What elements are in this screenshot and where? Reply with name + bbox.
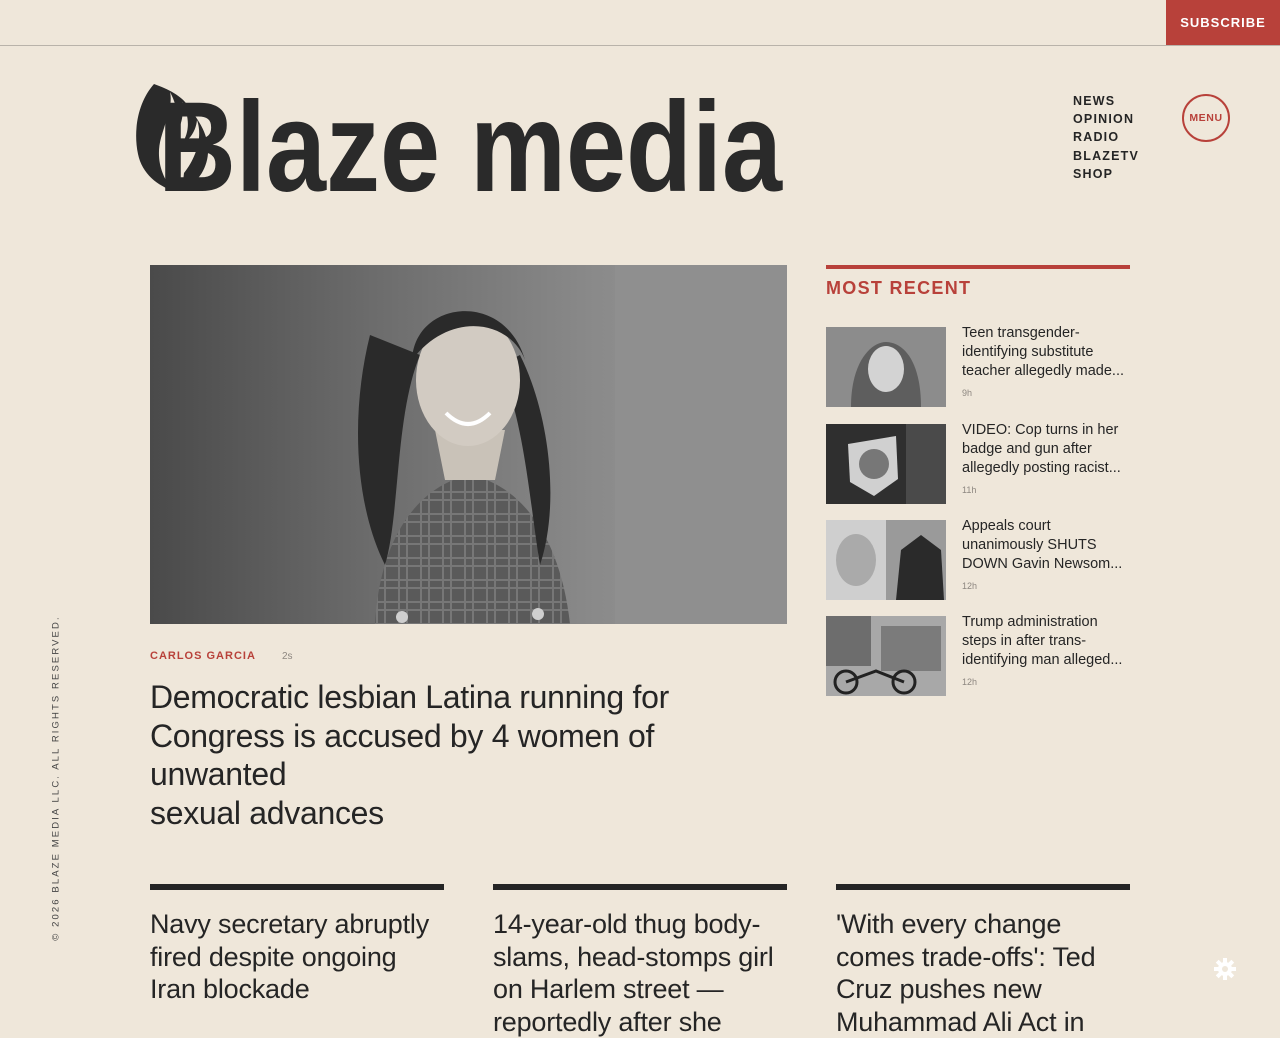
- card-headline-line: Navy secretary abruptly: [150, 909, 430, 939]
- card-headline-line: slams, head-stomps girl: [493, 941, 774, 972]
- recent-timestamp: 11h: [962, 485, 977, 495]
- recent-headline-line: badge and gun after: [962, 441, 1092, 457]
- recent-headline-line: Trump administration: [962, 614, 1098, 630]
- recent-headline: [962, 517, 1132, 574]
- copyright-text: © 2026 BLAZE MEDIA LLC. ALL RIGHTS RESERVED.: [50, 615, 62, 941]
- logo-wordmark: Blaze media: [158, 76, 783, 219]
- recent-thumbnail: [826, 520, 946, 600]
- card-headline-line: on Harlem street —: [493, 974, 724, 1005]
- card-headline-line: reportedly after she: [493, 1006, 722, 1037]
- recent-thumbnail: [826, 616, 946, 696]
- recent-headline: [962, 613, 1132, 670]
- most-recent-heading: MOST RECENT: [826, 278, 972, 298]
- recent-headline-line: identifying substitute: [962, 344, 1094, 360]
- card-rule: [836, 884, 1130, 890]
- card-rule: [150, 884, 444, 890]
- story-card[interactable]: [150, 884, 444, 1024]
- hero-image[interactable]: [150, 265, 787, 624]
- subscribe-button[interactable]: SUBSCRIBE: [1166, 0, 1280, 45]
- recent-item[interactable]: [826, 616, 1130, 697]
- hero-photo: [150, 265, 787, 624]
- card-rule: [493, 884, 787, 890]
- section-rule: [826, 265, 1130, 269]
- recent-headline-line: VIDEO: Cop turns in her: [962, 422, 1119, 438]
- recent-headline-line: DOWN Gavin Newsom...: [962, 556, 1123, 572]
- card-headline-line: comes trade-offs': Ted: [836, 941, 1096, 972]
- recent-item[interactable]: [826, 327, 1130, 408]
- recent-headline: [962, 324, 1132, 381]
- main-nav: [1073, 92, 1139, 183]
- recent-headline-line: unanimously SHUTS: [962, 537, 1097, 553]
- top-bar: [0, 0, 1280, 46]
- recent-thumbnail: [826, 424, 946, 504]
- hero-headline-line: Democratic lesbian Latina running for: [150, 679, 669, 715]
- card-headline-line: Iran blockade: [150, 974, 310, 1005]
- nav-item-radio[interactable]: RADIO: [1073, 130, 1120, 145]
- recent-headline-line: steps in after trans-: [962, 633, 1087, 649]
- most-recent-section: [826, 265, 1130, 687]
- story-card[interactable]: [836, 884, 1130, 1037]
- card-headline-line: fired despite ongoing: [150, 941, 397, 972]
- recent-thumbnail: [826, 327, 946, 407]
- card-headline-line: Cruz pushes new: [836, 974, 1042, 1005]
- recent-item[interactable]: [826, 424, 1130, 505]
- recent-timestamp: 12h: [962, 581, 978, 591]
- nav-item-shop[interactable]: SHOP: [1073, 166, 1114, 181]
- blaze-media-logo[interactable]: [130, 76, 790, 219]
- recent-headline: [962, 421, 1132, 478]
- hero-headline[interactable]: [150, 678, 790, 832]
- recent-headline-line: Appeals court: [962, 518, 1051, 534]
- recent-headline-line: Teen transgender-: [962, 325, 1080, 341]
- card-headline-line: 'With every change: [836, 909, 1062, 939]
- card-headline: [836, 908, 1130, 1038]
- nav-item-opinion[interactable]: OPINION: [1073, 112, 1135, 127]
- logo-graphic: [130, 76, 790, 219]
- card-headline: [493, 908, 787, 1038]
- hero-timestamp: 2s: [281, 651, 293, 662]
- recent-item[interactable]: [826, 520, 1130, 601]
- hero-meta: [150, 650, 293, 662]
- card-headline-line: 14-year-old thug body-: [493, 909, 761, 939]
- card-headline: [150, 908, 444, 1006]
- recent-headline-line: identifying man alleged...: [962, 652, 1123, 668]
- hero-headline-line: sexual advances: [150, 794, 384, 831]
- card-headline-line: Muhammad Ali Act in: [836, 1006, 1085, 1037]
- recent-timestamp: 12h: [962, 677, 978, 687]
- nav-item-blazetv[interactable]: BLAZETV: [1073, 148, 1140, 163]
- hero-headline-line: Congress is accused by 4 women of unwanted: [150, 717, 655, 792]
- recent-headline-line: allegedly posting racist...: [962, 460, 1121, 476]
- author-link[interactable]: CARLOS GARCIA: [150, 650, 256, 662]
- settings-gear-icon[interactable]: [1212, 956, 1238, 982]
- story-card[interactable]: [493, 884, 787, 1037]
- recent-headline-line: teacher allegedly made...: [962, 363, 1125, 379]
- recent-timestamp: 9h: [962, 388, 973, 398]
- nav-item-news[interactable]: NEWS: [1073, 94, 1116, 108]
- menu-button[interactable]: MENU: [1182, 94, 1230, 142]
